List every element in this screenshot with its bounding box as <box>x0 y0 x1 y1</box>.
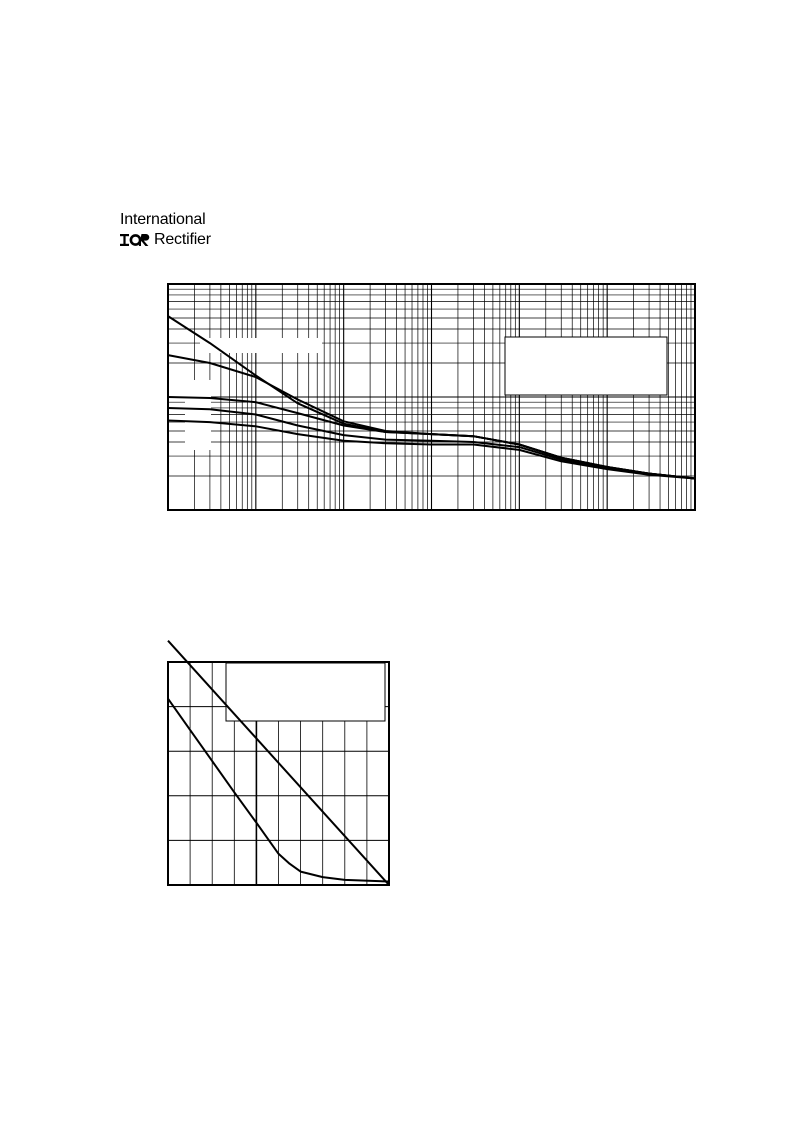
chart2-white-box <box>226 663 385 721</box>
logo-rectifier-text: Rectifier <box>154 231 211 248</box>
logo-international-text: International <box>120 211 206 228</box>
